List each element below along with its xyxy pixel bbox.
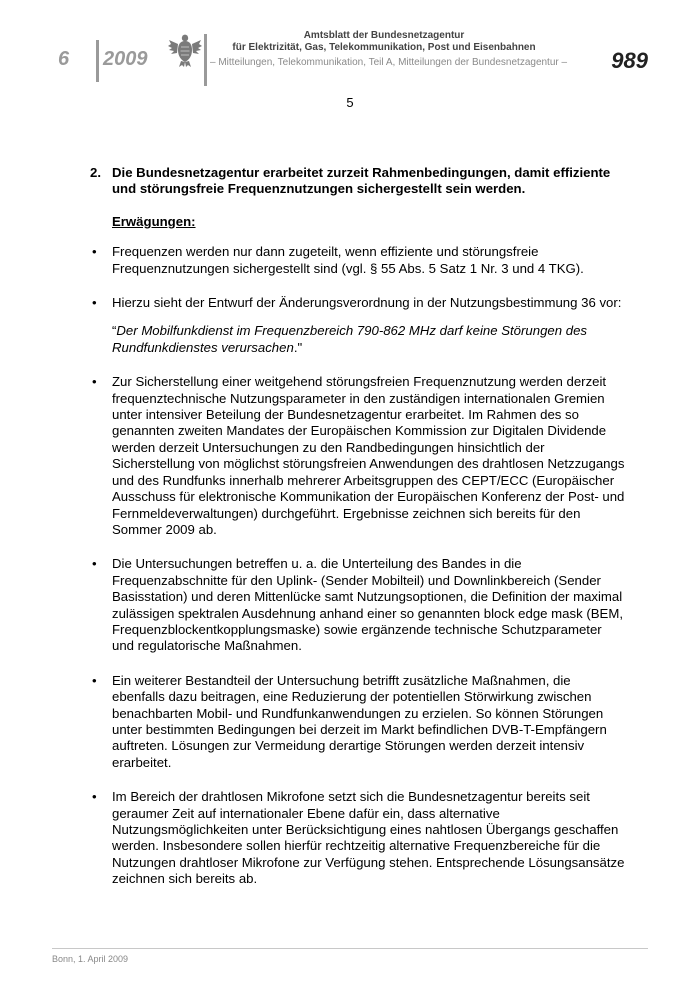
inner-page-number: 5 <box>346 95 354 110</box>
list-item-text: Im Bereich der drahtlosen Mikrofone setzt sich die Bundesnetzagentur bereits seit geraumer Zeit auf internationaler Ebene dafür ein, dass alternative Nutzungsmöglichkeiten unter Berücksichtigung eines nahtlosen Übergangs geschaffen werden. Insbesondere sollen hierfür rechtzeitig alternative Frequenzbereiche für die Nutzungen drahtloser Mikrofone zur Verfügung stehen. Entsprechende Lösungsansätze zeichnen sich bereits ab. <box>112 789 625 887</box>
list-item <box>90 295 625 356</box>
list-item <box>90 673 625 771</box>
quote-close-mark: ." <box>293 339 303 355</box>
list-item-text: Frequenzen werden nur dann zugeteilt, wenn effiziente und störungsfreie Frequenznutzungen sichergestellt sind (vgl. § 55 Abs. 5 Satz 1 Nr. 3 und 4 TKG). <box>112 244 584 276</box>
list-item-text: Zur Sicherstellung einer weitgehend störungsfreien Frequenznutzung werden derzeit frequenztechnische Nutzungsparameter in den zuständigen internationalen Gremien unter intensiver Beteilung der Bundesnetzagentur erarbeitet. Im Rahmen des so genannten zweiten Mandates der Europäischen Kommission zur Digitalen Dividende werden derzeit Untersuchungen zu den Randbedingungen hinsichtlich der Sicherstellung von möglichst störungsfreien Anwendungen des drahtlosen Netzzugangs und des Rundfunks innerhalb mehrerer Arbeitsgruppen des CEPT/ECC (Europäischer Ausschuss für elektronische Kommunikation der Europäischen Konferenz der Post- und Fernmeldeverwaltungen) durchgeführt. Ergebnisse zeichnen sich bereits für den Sommer 2009 ab. <box>112 374 625 537</box>
list-item <box>90 789 625 887</box>
list-item-text: Ein weiterer Bestandteil der Untersuchung betrifft zusätzliche Maßnahmen, die ebenfalls dazu beitragen, eine Reduzierung der potentiellen Störwirkung zwischen benachbarten Mobil- und Rundfunkanwendungen zu erzielen. So können Störungen unter bestimmten Bedingungen bei derzeit im Markt befindlichen DVB-T-Empfängern auftreten. Lösungen zur Vermeidung derartige Störungen werden derzeit intensiv erarbeitet. <box>112 672 607 770</box>
bullet-icon: • <box>92 789 97 805</box>
considerations-list <box>90 244 625 887</box>
considerations-heading: Erwägungen: <box>112 213 196 229</box>
quote-text: Der Mobilfunkdienst im Frequenzbereich 790-862 MHz darf keine Störungen des Rundfunkdienstes verursachen <box>112 323 588 355</box>
document-body <box>90 165 625 906</box>
list-item-text: Hierzu sieht der Entwurf der Änderungsverordnung in der Nutzungsbestimmung 36 vor: <box>112 295 622 311</box>
page-header <box>0 0 700 90</box>
list-item <box>90 374 625 538</box>
page-number: 989 <box>611 48 648 73</box>
issue-divider <box>96 40 99 82</box>
bullet-icon: • <box>92 672 97 688</box>
footer-divider <box>52 948 648 949</box>
gazette-section: – Mitteilungen, Telekommunikation, Teil A, Mitteilungen der Bundesnetzagentur – <box>210 57 568 68</box>
federal-eagle-icon <box>168 32 202 68</box>
list-item-text: Die Untersuchungen betreffen u. a. die Unterteilung des Bandes in die Frequenzabschnitte für den Uplink- (Sender Mobilteil) und Downlinkbereich (Sender Basisstation) und deren Mittenlücke samt Nutzungsoptionen, die Definition der maximal zulässigen spektralen Ausdehnung anhand einer so genannten block edge mask (BEM, Frequenzblockentkopplungsmaske) sowie ergänzende technische Schutzparameter und regulatorische Maßnahmen. <box>112 556 623 654</box>
section-heading <box>90 165 625 198</box>
quote-open-mark: “ <box>112 323 117 339</box>
list-item <box>90 556 625 654</box>
bullet-icon: • <box>92 556 97 572</box>
section-heading-text: Die Bundesnetzagentur erarbeitet zurzeit Rahmenbedingungen, damit effiziente und störungsfreie Frequenznutzungen sichergestellt sein werden. <box>112 165 611 197</box>
header-vertical-bar <box>204 34 207 86</box>
bullet-icon: • <box>92 374 97 390</box>
bullet-icon: • <box>92 244 97 260</box>
footer-date: Bonn, 1. April 2009 <box>52 954 129 964</box>
section-number: 2. <box>90 165 101 180</box>
list-item <box>90 244 625 277</box>
gazette-subtitle: für Elektrizität, Gas, Telekommunikation, Post und Eisenbahnen <box>232 42 536 53</box>
bullet-icon: • <box>92 295 97 311</box>
regulation-quote <box>112 323 625 356</box>
issue-year: 2009 <box>103 48 148 70</box>
gazette-title: Amtsblatt der Bundesnetzagentur <box>303 30 465 41</box>
issue-number: 6 <box>58 48 70 70</box>
